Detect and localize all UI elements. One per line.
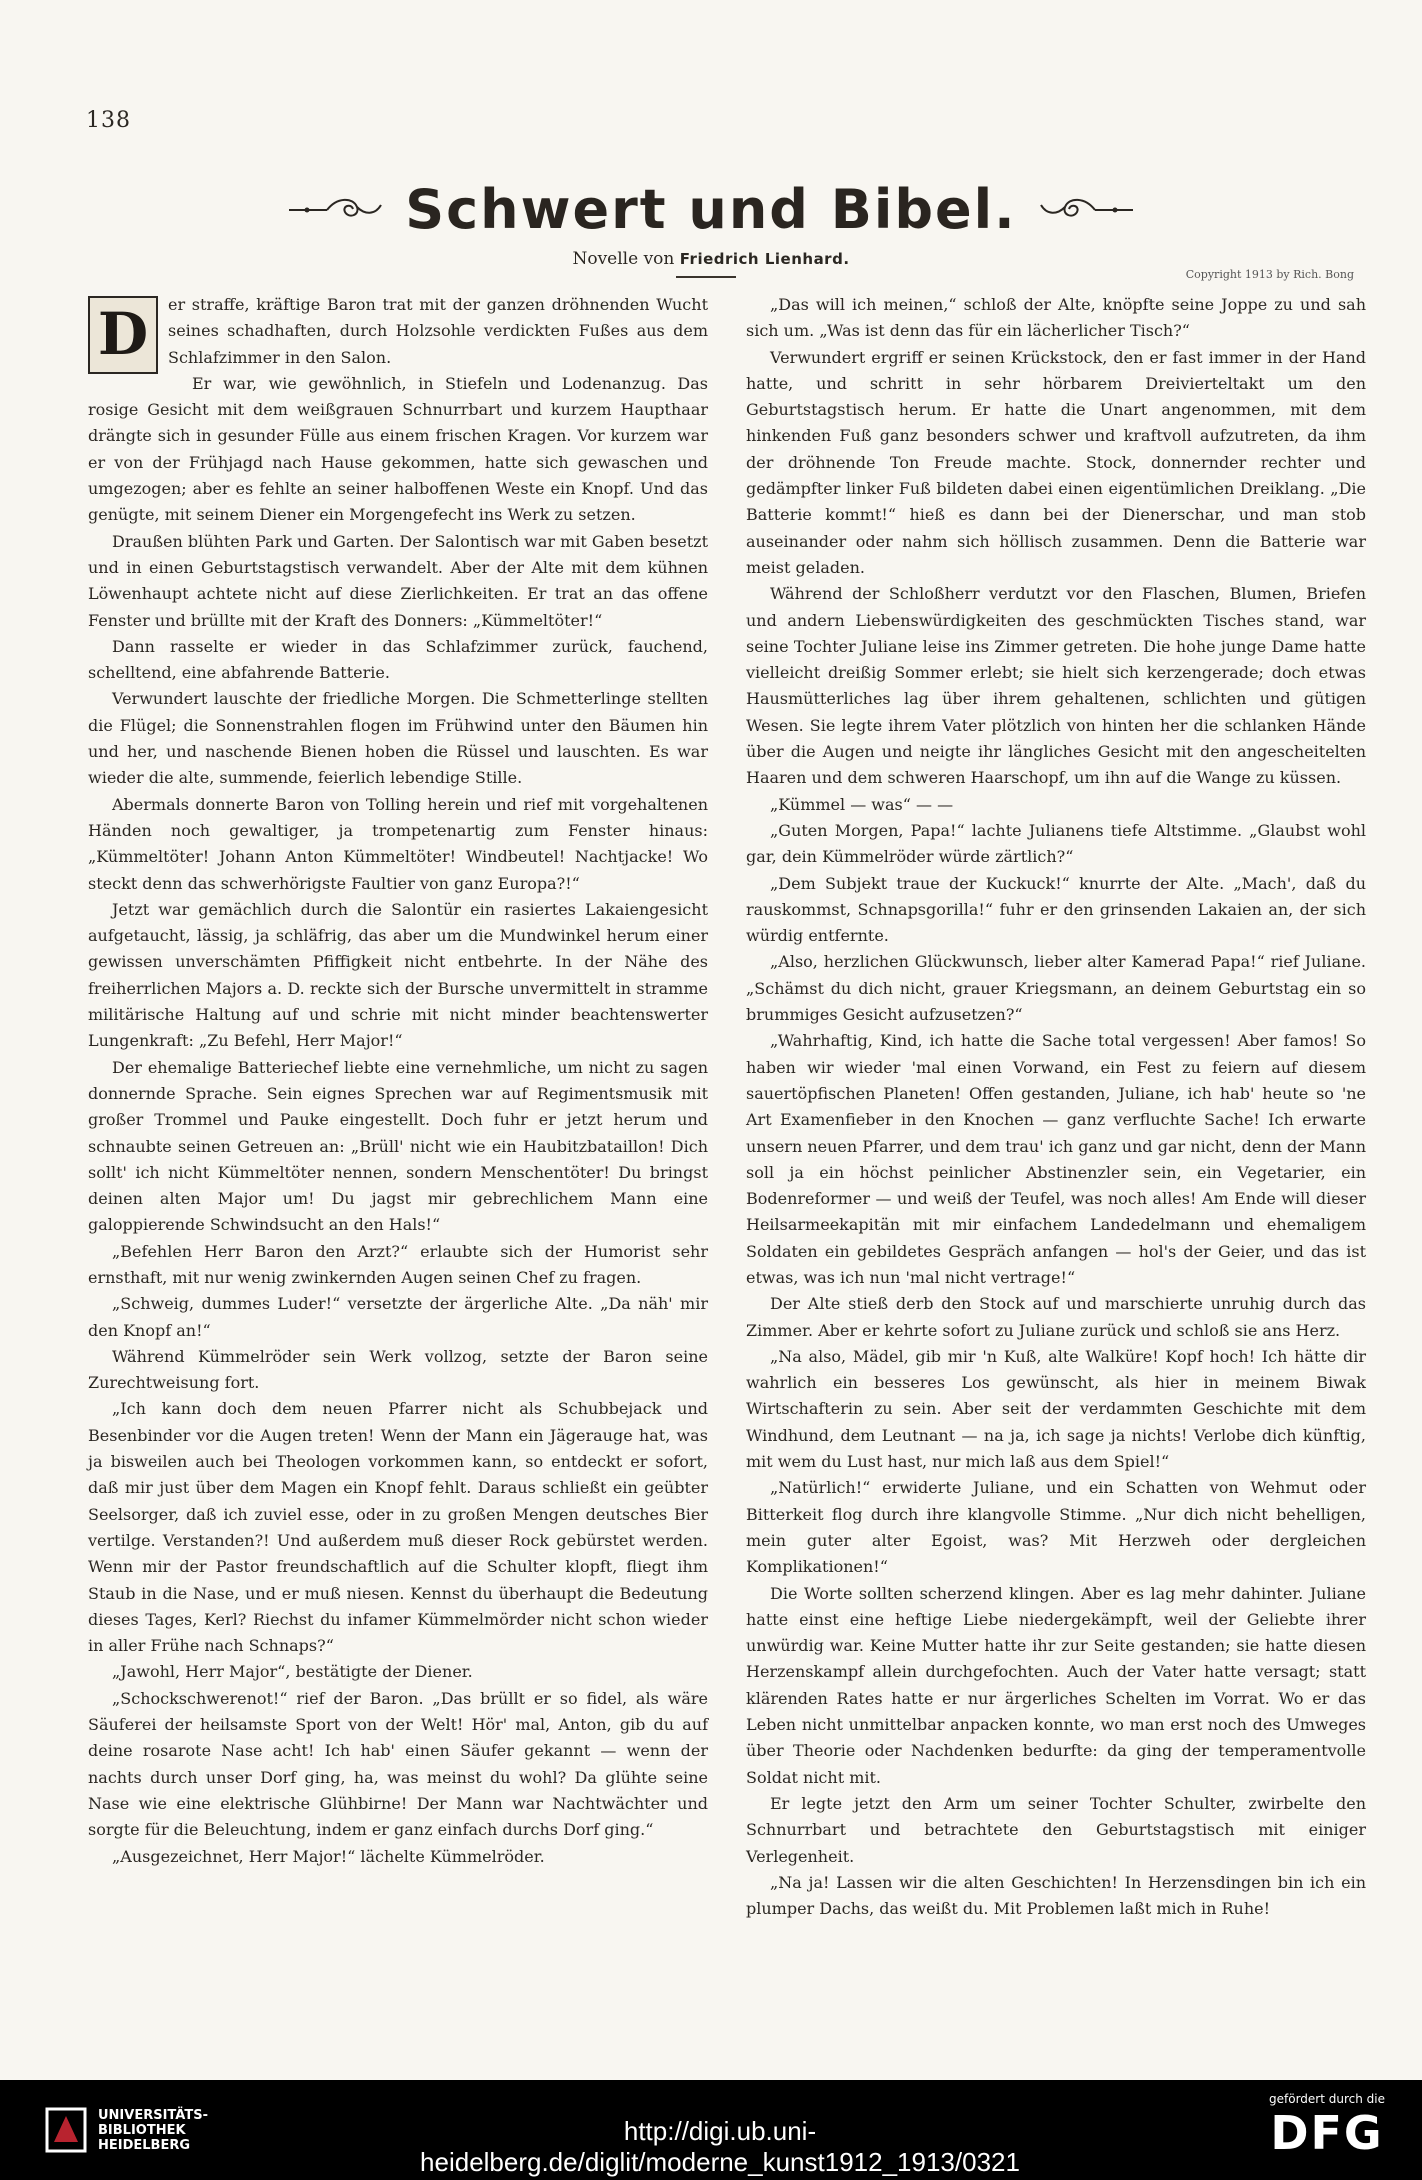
title-rule: [676, 276, 736, 278]
left-paragraph: Verwundert lauschte der friedliche Morgen. Die Schmetterlinge stellten die Flügel; die Sonnenstrahlen flogen im Frühwind unter den Bäumen hin und her, und naschende Bienen hoben die Rüssel und lauschten. Es war wieder die alte, summende, feierlich lebendige Stille.: [88, 689, 708, 788]
left-paragraph: „Ausgezeichnet, Herr Major!“ lächelte Kümmelröder.: [112, 1846, 545, 1866]
right-paragraph: Die Worte sollten scherzend klingen. Aber es lag mehr dahinter. Juliane hatte einst eine heftige Liebe niedergekämpft, weil der Geliebte ihrer unwürdig war. Keine Mutter hatte ihr zur Seite gestanden; sie hatte diesen Herzenskampf allein durchgefochten. Auch der Vater hatte versagt; statt klärenden Rates hatte er nur ärgerliches Schelten im Vorrat. Wo er das Leben nicht unmittelbar anpacken konnte, wo man erst noch des Umweges über Theorie oder Nachdenken bedurfte: da ging der temperamentvolle Soldat nicht mit.: [746, 1583, 1366, 1787]
university-name: [98, 2108, 208, 2153]
left-paragraph: „Schockschwerenot!“ rief der Baron. „Das brüllt er so fidel, als wäre Säuferei der heilsamste Sport von der Welt! Hör' mal, Anton, gib du auf deine rosarote Nase acht! Ich hab' einen Säufer gekannt — wenn der nachts durch unser Dorf ging, ha, was meinst du wohl? Da glühte seine Nase wie eine elektrische Glühbirne! Der Mann war Nachtwächter und sorgte für die Beleuchtung, indem er ganz einfach durchs Dorf ging.“: [88, 1688, 708, 1840]
left-paragraph: Dann rasselte er wieder in das Schlafzimmer zurück, fauchend, schelltend, eine abfahrende Batterie.: [88, 636, 708, 683]
dropcap: D: [88, 296, 158, 374]
subtitle-prefix: Novelle von: [572, 249, 675, 269]
article-title: Schwert und Bibel.: [405, 178, 1017, 241]
left-paragraph: Während Kümmelröder sein Werk vollzog, setzte der Baron seine Zurechtweisung fort.: [88, 1346, 708, 1393]
left-paragraph: Draußen blühten Park und Garten. Der Salontisch war mit Gaben besetzt und in einen Geburtstagstisch verwandelt. Aber der Alte mit dem kühnen Löwenhaupt achtete nicht auf diese Zierlichkeiten. Er trat an das offene Fenster und brüllte mit der Kraft des Donners: „Kümmeltöter!“: [88, 531, 708, 630]
title-block: [0, 178, 1422, 269]
university-logo[interactable]: [44, 2106, 324, 2154]
dfg-logo[interactable]: DFG: [1270, 2106, 1384, 2160]
left-paragraph: Er war, wie gewöhnlich, in Stiefeln und Lodenanzug. Das rosige Gesicht mit dem weißgrauen Schnurrbart und kurzem Haupthaar drängte sich in gesunder Fülle aus einem frischen Kragen. Vor kurzem war er von der Frühjagd nach Hause gekommen, hatte sich gewaschen und umgezogen; aber es fehlte an seiner halboffenen Weste ein Knopf. Und das genügte, mit seinem Diener ein Morgengefecht ins Werk zu setzen.: [88, 373, 708, 525]
footer-bar: [0, 2080, 1422, 2180]
left-paragraph: „Schweig, dummes Luder!“ versetzte der ärgerliche Alte. „Da näh' mir den Knopf an!“: [88, 1294, 708, 1340]
university-line-1: UNIVERSITÄTS-: [98, 2107, 208, 2123]
right-paragraph: „Wahrhaftig, Kind, ich hatte die Sache total vergessen! Aber famos! So haben wir wieder 'mal einen Vorwand, ein Fest zu feiern auf diesem sauertöpfischen Planeten! Offen gestanden, Juliane, ich hab' heute so 'ne Art Examenfieber in den Knochen — ganz verfluchte Sache! Ich erwarte unsern neuen Pfarrer, und dem trau' ich ganz und gar nicht, denn der Mann soll ja ein höchst peinlicher Abstinenzler sein, ein Vegetarier, ein Bodenreformer — und weiß der Teufel, was noch alles! Am Ende will dieser Heilsarmeekapitän mit mir einfachem Landedelmann und ehemaligem Soldaten ein gebildetes Gespräch anfangen — hol's der Geier, und das ist etwas, was ich nun 'mal nicht vertrage!“: [746, 1031, 1366, 1287]
left-paragraph: „Befehlen Herr Baron den Arzt?“ erlaubte sich der Humorist sehr ernsthaft, mit nur wenig zwinkernden Augen seinen Chef zu fragen.: [88, 1241, 708, 1287]
left-paragraph: „Ich kann doch dem neuen Pfarrer nicht als Schubbejack und Besenbinder vor die Augen treten! Wenn der Mann ein Jägerauge hat, was ja bisweilen auch bei Theologen vorkommen kann, so entdeckt er sofort, daß mir just über dem Magen ein Knopf fehlt. Daraus schließt ein geübter Seelsorger, daß ich zuviel esse, oder in zu großen Mengen deutsches Bier vertilge. Verstanden?! Und außerdem muß dieser Rock gebürstet werden. Wenn mir der Pastor freundschaftlich auf die Schulter klopft, fliegt ihm Staub in die Nase, und er muß niesen. Kennst du überhaupt die Bedeutung dieses Tages, Kerl? Riechst du infamer Kümmelmörder nicht schon wieder in aller Frühe nach Schnaps?“: [88, 1399, 708, 1656]
right-paragraph: „Das will ich meinen,“ schloß der Alte, knöpfte seine Joppe zu und sah sich um. „Was ist denn das für ein lächerlicher Tisch?“: [746, 295, 1366, 341]
right-body: [746, 292, 1366, 1922]
right-paragraph: „Kümmel — was“ — —: [770, 794, 954, 814]
university-line-2: BIBLIOTHEK: [98, 2122, 186, 2138]
right-paragraph: „Na also, Mädel, gib mir 'n Kuß, alte Walküre! Kopf hoch! Ich hätte dir wahrlich ein besseres Los gewünscht, als hier in meinem Biwak Wirtschafterin zu sein. Aber seit der verdammten Geschichte mit dem Windhund, dem Leutnant — na ja, ich sage ja nichts! Verlobe dich künftig, mit wem du Lust hast, nur mich laß aus dem Spiel!“: [746, 1346, 1366, 1472]
source-url-link[interactable]: http://digi.ub.uni-heidelberg.de/diglit/moderne_kunst1912_1913/0321: [420, 2116, 1020, 2177]
left-ornament-icon: [287, 193, 383, 227]
sponsor: [1252, 2092, 1402, 2160]
left-body: [88, 371, 708, 1870]
right-paragraph: „Dem Subjekt traue der Kuckuck!“ knurrte der Alte. „Mach', daß du rauskommst, Schnapsgorilla!“ fuhr er den grinsenden Lakaien an, der sich würdig entfernte.: [746, 873, 1366, 946]
right-paragraph: „Natürlich!“ erwiderte Juliane, und ein Schatten von Wehmut oder Bitterkeit flog durch ihre klangvolle Stimme. „Nur dich nicht behelligen, mein guter alter Egoist, was? Mit Herzweh oder dergleichen Komplikationen!“: [746, 1478, 1366, 1577]
left-paragraph: Jetzt war gemächlich durch die Salontür ein rasiertes Lakaiengesicht aufgetaucht, lässig, ja schläfrig, das aber um die Mundwinkel herum einer gewissen unverschämten Pfiffigkeit nicht entbehrte. In der Nähe des freiherrlichen Majors a. D. reckte sich der Bursche unvermittelt in stramme militärische Haltung auf und schrie mit nicht minder beachtenswerter Lungenkraft: „Zu Befehl, Herr Major!“: [88, 899, 708, 1051]
right-paragraph: Verwundert ergriff er seinen Krückstock, den er fast immer in der Hand hatte, und schritt in sehr hörbarem Dreivierteltakt um den Geburtstagstisch herum. Er hatte die Unart angenommen, mit dem hinkenden Fuß ganz besonders schwer und kraftvoll aufzutreten, da ihm der dröhnende Ton Freude machte. Stock, donnernder rechter und gedämpfter linker Fuß bildeten dabei einen eigentümlichen Dreiklang. „Die Batterie kommt!“ hieß es dann bei der Dienerschar, und man stob auseinander oder nahm sich höllisch zusammen. Denn die Batterie war meist geladen.: [746, 347, 1366, 577]
author: Friedrich Lienhard.: [679, 250, 850, 268]
right-ornament-icon: [1039, 193, 1135, 227]
sponsor-label: gefördert durch die: [1269, 2092, 1385, 2106]
right-paragraph: Er legte jetzt den Arm um seiner Tochter Schulter, zwirbelte den Schnurrbart und betrachtete den Geburtstagstisch mit einiger Verlegenheit.: [746, 1793, 1366, 1866]
copyright: Copyright 1913 by Rich. Bong: [1185, 268, 1354, 281]
left-paragraph: Abermals donnerte Baron von Tolling herein und rief mit vorgehaltenen Händen noch gewaltiger, ja trompetenartig zum Fenster hinaus: „Kümmeltöter! Johann Anton Kümmeltöter! Windbeutel! Nachtjacke! Wo steckt denn das schwerhörigste Faultier von ganz Europa?!“: [88, 794, 708, 893]
opening-text: er straffe, kräftige Baron trat mit der ganzen dröhnenden Wucht seines schadhaften, durch Holzsohle verdickten Fußes aus dem Schlafzimmer in den Salon.: [168, 295, 708, 367]
right-paragraph: „Also, herzlichen Glückwunsch, lieber alter Kamerad Papa!“ rief Juliane. „Schämst du dich nicht, grauer Kriegsmann, an deinem Geburtstag ein so brummiges Gesicht aufzusetzen?“: [746, 952, 1366, 1025]
right-paragraph: „Na ja! Lassen wir die alten Geschichten! In Herzensdingen bin ich ein plumper Dachs, das weißt du. Mit Problemen laßt mich in Ruhe!: [746, 1872, 1366, 1919]
subtitle: [0, 249, 1422, 269]
university-emblem-icon: [44, 2106, 88, 2154]
page-number: 138: [86, 108, 131, 133]
opening-paragraph: [88, 292, 708, 371]
left-paragraph: „Jawohl, Herr Major“, bestätigte der Diener.: [112, 1662, 473, 1682]
right-column: [746, 292, 1366, 1922]
left-paragraph: Der ehemalige Batteriechef liebte eine vernehmliche, um nicht zu sagen donnernde Sprache. Sein eignes Sprechen war auf Regimentsmusik mit großer Trommel und Pauke eingestellt. Doch fuhr er jetzt herum und schnaubte seinen Getreuen an: „Brüll' nicht wie ein Haubitzbataillon! Dich sollt' ich nicht Kümmeltöter nennen, sondern Menschentöter! Du bringst deinen alten Major um! Du jagst mir gebrechlichem Mann eine galoppierende Schwindsucht an den Hals!“: [88, 1057, 708, 1235]
right-paragraph: „Guten Morgen, Papa!“ lachte Julianens tiefe Altstimme. „Glaubst wohl gar, dein Kümmelröder würde zärtlich?“: [746, 820, 1366, 867]
university-line-3: HEIDELBERG: [98, 2137, 191, 2153]
right-paragraph: Während der Schloßherr verdutzt vor den Flaschen, Blumen, Briefen und andern Liebenswürdigkeiten des geschmückten Tisches stand, war seine Tochter Juliane leise ins Zimmer getreten. Die hohe junge Dame hatte vielleicht dreißig Sommer erlebt; sie hielt sich kerzengerade; doch etwas Hausmütterliches lag über ihrem gehaltenen, schlichten und gütigen Wesen. Sie legte ihrem Vater plötzlich von hinten her die schlanken Hände über die Augen und neigte ihr längliches Gesicht mit den angescheitelten Haaren und dem schweren Haarschopf, um ihn auf die Wange zu küssen.: [746, 584, 1366, 788]
left-column: [88, 292, 708, 1870]
right-paragraph: Der Alte stieß derb den Stock auf und marschierte unruhig durch das Zimmer. Aber er kehrte sofort zu Juliane zurück und schloß sie ans Herz.: [746, 1294, 1366, 1340]
